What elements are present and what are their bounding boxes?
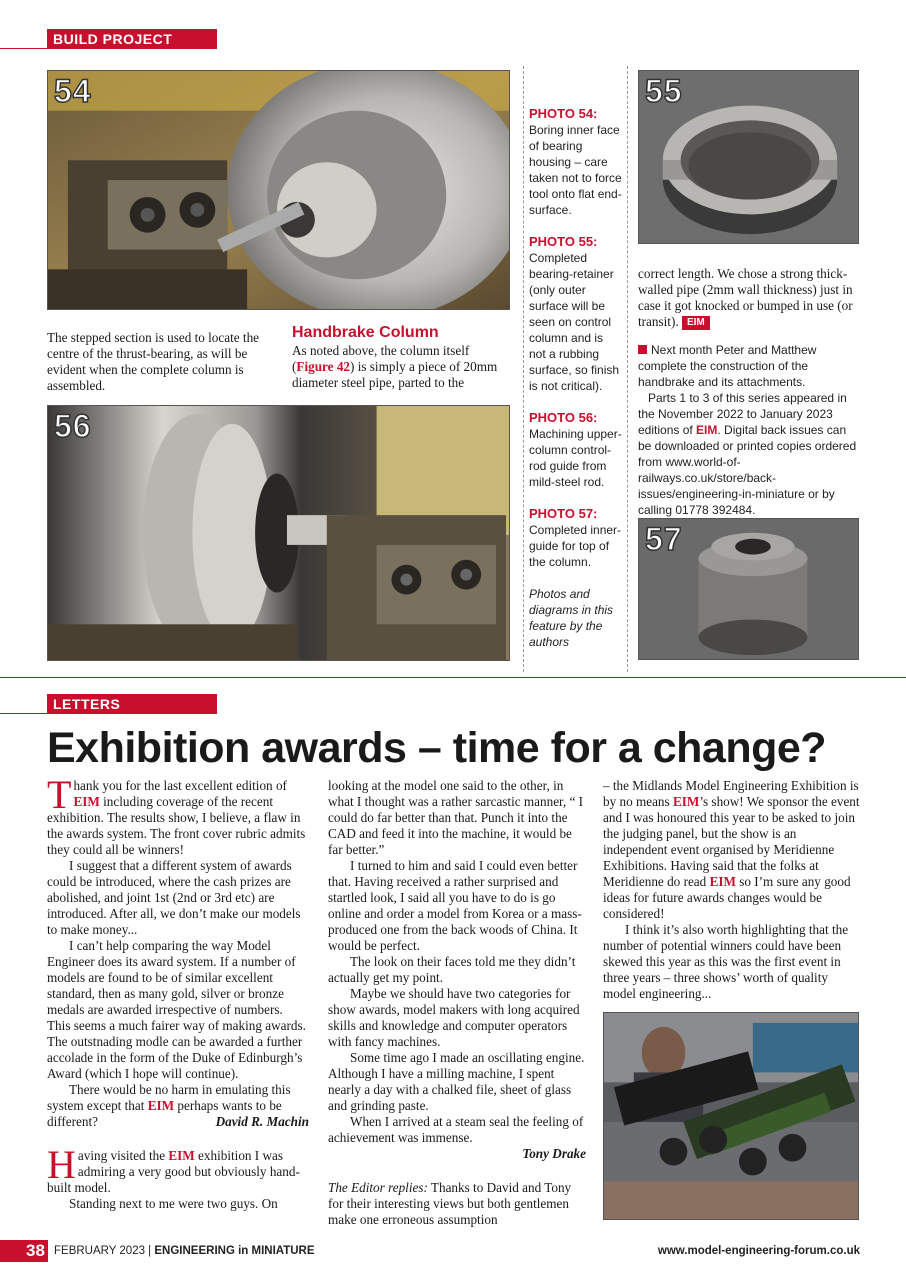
letter-gap <box>47 1130 309 1148</box>
editor-gap <box>328 1162 586 1180</box>
next-month-text <box>638 342 860 390</box>
letters-column-1 <box>47 772 309 1212</box>
exhibition-photo <box>603 1012 859 1220</box>
letter2-p4: The look on their faces told me they didn’t actually get my point. <box>328 954 576 985</box>
column-divider-right <box>627 66 628 672</box>
editor-p1-cont <box>603 778 861 922</box>
letter2-p5: Maybe we should have two categories for show awards, model makers with long acquired skills and knowledge and computer operators with fancy machines. <box>328 986 580 1049</box>
letter2-dropcap: H <box>47 1142 76 1187</box>
letter2-p7: When I arrived at a steam seal the feeling of achievement was immense. <box>328 1114 584 1145</box>
parts-pre: Parts 1 to 3 of this series appeared in the November 2022 to January 2023 editions of <box>638 391 847 437</box>
editor-cont-eim2: EIM <box>709 874 736 889</box>
caption-55-head: PHOTO 55: <box>529 234 598 249</box>
handbrake-text-post: ) is simply a piece of 20mm diameter steel pipe, parted to the <box>292 359 498 390</box>
photo-number-54: 54 <box>54 73 92 109</box>
photo-54 <box>47 70 510 310</box>
letter2-p1-eim: EIM <box>168 1148 195 1163</box>
editor-p1-body: Thanks to David and Tony for their interesting views but both gentlemen make one erroneous assumption <box>328 1180 572 1227</box>
letter1-dropcap: T <box>47 772 72 817</box>
footer-magazine: ENGINEERING in MINIATURE <box>154 1245 315 1257</box>
letter2-p2: Standing next to me were two guys. On <box>69 1196 278 1211</box>
caption-54-head: PHOTO 54: <box>529 106 598 121</box>
figure-42-link[interactable]: Figure 42 <box>296 359 351 374</box>
editor-cont-b: ’s show! We sponsor the event and I was honoured this year to be asked to join the judging panel, but the show is an independent event organised by Meridienne Exhibitions. Having said that the folks at Meridienne do read <box>603 794 860 889</box>
letter1-p4a: There would be no harm in emulating this system except that <box>47 1082 291 1113</box>
letter1-signature: David R. Machin <box>215 1114 309 1129</box>
letter2-p1a: aving visited the <box>77 1148 169 1163</box>
caption-57-body: Completed inner-guide for top of the column. <box>529 523 622 569</box>
editor-label: The Editor replies: <box>328 1180 428 1195</box>
caption-54-body: Boring inner face of bearing housing – care taken not to force tool onto flat end-surface. <box>529 123 622 217</box>
photo-57 <box>638 518 859 660</box>
photo-54-image <box>48 71 509 309</box>
parts-post: . Digital back issues can be downloaded or printed copies ordered from www.world-of-railways.co.uk/store/back-issues/engineering-in-miniature or by calling 01778 392484. <box>638 423 857 517</box>
letters-column-3 <box>603 778 861 1002</box>
photo-number-56: 56 <box>54 408 92 444</box>
exhibition-photo-image <box>604 1013 858 1219</box>
next-month-body: Next month Peter and Matthew complete the construction of the handbrake and its attachments. <box>638 343 817 389</box>
page-footer <box>0 1240 906 1262</box>
caption-57-head: PHOTO 57: <box>529 506 598 521</box>
handbrake-heading: Handbrake Column <box>292 324 439 341</box>
letter1-p1-eim: EIM <box>73 794 100 809</box>
column-divider-left <box>523 66 524 672</box>
letters-column-2 <box>328 778 586 1228</box>
handbrake-text <box>292 343 514 391</box>
section-rule <box>0 48 217 49</box>
photo-56 <box>47 405 510 661</box>
letters-headline: Exhibition awards – time for a change? <box>47 724 827 772</box>
editor-cont-a: – the Midlands Model Engineering Exhibition is by no means <box>603 778 859 809</box>
captions-column <box>529 106 623 650</box>
editor-cont-eim: EIM <box>672 794 700 809</box>
caption-55 <box>529 234 623 394</box>
handbrake-text-pre: As noted above, the column itself ( <box>292 343 470 374</box>
letter1-p2: I suggest that a different system of awards could be introduced, where the cash prizes are abolished, and joint 1st (2nd or 3rd etc) are introduced. After all, we don’t make our models to make money... <box>47 858 301 937</box>
caption-54 <box>529 106 623 218</box>
letter2-p2-cont: looking at the model one said to the other, in what I thought was a rather sarcastic manner, “ I could do far better than that. Punch it into the CAD and feed it into the machine, it would be far better.” <box>328 778 584 857</box>
letter1-p3: I can’t help comparing the way Model Engineer does its award system. If a number of models are found to be of similar excellent standard, then as many gold, silver or bronze medals are awarded irrespective of numbers. This seems a much fairer way of making awards. The outstnading modle can be awarded a further accolade in the form of the Duke of Edinburgh’s Award (which I hope will continue). <box>47 938 306 1081</box>
parts-text <box>638 390 860 518</box>
letter1-p4b: perhaps wants to be different? <box>47 1098 282 1129</box>
caption-55-body: Completed bearing-retainer (only outer surface will be seen on control column and is not a rubbing surface, so finish is not critical). <box>529 251 620 393</box>
footer-issue-date: FEBRUARY 2023 <box>54 1245 145 1257</box>
letters-top-rule <box>0 677 906 678</box>
right-column-text <box>638 266 860 518</box>
photo-number-57: 57 <box>645 521 683 557</box>
stepped-section-text: The stepped section is used to locate the centre of the thrust-bearing, as will be evident when the complete column is assembled. <box>47 330 260 393</box>
photo-56-image <box>48 406 509 660</box>
letter2-p3: I turned to him and said I could even better that. Having received a rather surprised and startled look, I said all you have to do is go online and order a model from Korea or a mass-produced one from the back woods of China. It would be perfect. <box>328 858 582 953</box>
editor-p2: I think it’s also worth highlighting that the number of potential winners could have been skewed this year as this was the first event in three years – three shows’ worth of quality model engineering... <box>603 922 849 1001</box>
letter2-p1 <box>47 1142 309 1196</box>
correct-length-body: correct length. We chose a strong thick-walled pipe (2mm wall thickness) just in case it got knocked or bumped in use (or transit). <box>638 266 853 329</box>
caption-57 <box>529 506 623 570</box>
caption-56-body: Machining upper-column control-rod guide from mild-steel rod. <box>529 427 622 489</box>
letter1-p1a: hank you for the last excellent edition of <box>73 778 287 793</box>
editor-cont-c: so I’m sure any good ideas for future awards changes would be considered! <box>603 874 851 921</box>
caption-56 <box>529 410 623 490</box>
handbrake-column-block <box>292 323 514 391</box>
letter2-signature: Tony Drake <box>522 1146 586 1161</box>
letter1-p1b: including coverage of the recent exhibition. The results show, I believe, a flaw in the awards system. The front cover rubric admits they could all be winners! <box>47 794 306 857</box>
editor-p1 <box>328 1180 586 1228</box>
letter1-p4 <box>47 1082 309 1130</box>
photo-credits: Photos and diagrams in this feature by the authors <box>529 587 614 649</box>
letter1-p4-eim: EIM <box>147 1098 175 1113</box>
caption-56-head: PHOTO 56: <box>529 410 598 425</box>
letters-tag-rule <box>0 713 217 714</box>
parts-eim: EIM <box>696 423 718 437</box>
footer-page-number: 38 <box>26 1241 45 1260</box>
photo-number-55: 55 <box>645 73 683 109</box>
letter1-p1 <box>47 772 309 858</box>
eim-end-badge: EIM <box>682 316 710 330</box>
red-square-bullet <box>638 345 647 354</box>
footer-url[interactable]: www.model-engineering-forum.co.uk <box>657 1245 860 1257</box>
section-tag-letters: LETTERS <box>47 694 217 714</box>
correct-length-text <box>638 266 860 330</box>
letter2-p1b: exhibition I was admiring a very good but obviously hand-built model. <box>47 1148 300 1195</box>
letter2-p6: Some time ago I made an oscillating engine. Although I have a milling machine, I spent nearly a day with a chalked file, sheet of glass and grinding paste. <box>328 1050 585 1113</box>
photo-55 <box>638 70 859 244</box>
footer-issue <box>54 1243 315 1259</box>
footer-sep: | <box>144 1245 155 1257</box>
section-tag-build: BUILD PROJECT <box>47 29 217 49</box>
